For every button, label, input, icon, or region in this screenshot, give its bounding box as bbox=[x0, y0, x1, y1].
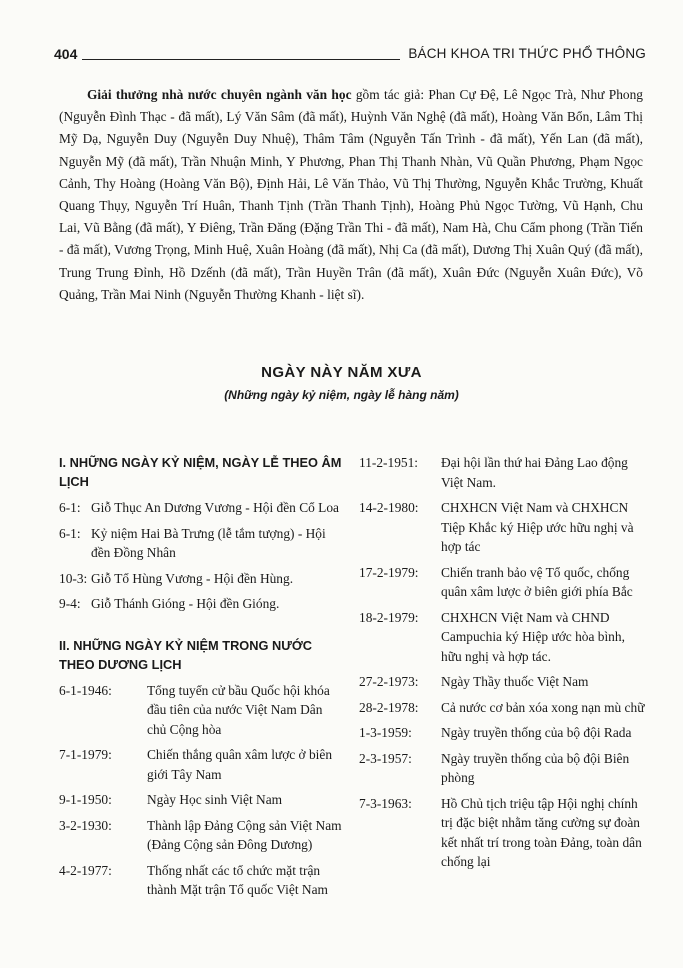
entry-date: 7-3-1963: bbox=[359, 795, 412, 811]
entry-date: 9-4: bbox=[59, 596, 81, 611]
solar-entry bbox=[359, 453, 645, 492]
solar-entry bbox=[59, 790, 345, 810]
right-column bbox=[359, 453, 645, 878]
award-text: gồm tác giả: Phan Cự Đệ, Lê Ngọc Trà, Như Phong (Nguyễn Đình Thạc - đã mất), Lý Văn Sâm (đã mất), Huỳnh Văn Nghệ (đã mất), Hoàng Văn Bổn, Lâm Thị Mỹ Dạ, Nguyễn Duy (Nguyễn Duy Nhuệ), Thâm Tâm (Nguyễn Tấn Trình - đã mất), Yến Lan (đã mất), Nguyễn Mỹ (đã mất), Trần Nhuận Minh, Y Phương, Phan Thị Thanh Nhàn, Vũ Quần Phương, Phạm Ngọc Cảnh, Thy Hoàng (Hoàng Văn Bộ), Định Hải, Lê Văn Thảo, Vũ Thị Thường, Nguyễn Khắc Trường, Khuất Quang Thụy, Nguyễn Trí Huân, Thanh Tịnh (Trần Thanh Tịnh), Hoàng Phủ Ngọc Tường, Vũ Hạnh, Chu Lai, Vũ Bằng (đã mất), Y Điêng, Trần Đăng (Đặng Trần Thi - đã mất), Nam Hà, Chu Cẩm phong (Trần Tiến - đã mất), Vương Trọng, Minh Huệ, Xuân Hoàng (đã mất), Nhị Ca (đã mất), Dương Thị Xuân Quý (đã mất), Trung Trung Đỉnh, Hồ Dzếnh (đã mất), Trần Huyền Trân (đã mất), Xuân Đức (Nguyễn Xuân Đức), Võ Quảng, Trần Mai Ninh (Nguyễn Thường Khanh - liệt sĩ). bbox=[59, 87, 643, 302]
entry-date: 10-3: bbox=[59, 570, 88, 586]
entry-text: Chiến tranh bảo vệ Tổ quốc, chống quân xâm lược ở biên giới phía Bắc bbox=[441, 564, 633, 599]
entry-date: 27-2-1973: bbox=[359, 674, 419, 689]
solar-entry bbox=[59, 681, 345, 740]
entry-text: Ngày truyền thống của bộ đội Biên phòng bbox=[441, 750, 630, 785]
solar-entry bbox=[59, 816, 345, 855]
entry-date: 9-1-1950: bbox=[59, 792, 112, 807]
entry-text: Giỗ Thánh Gióng - Hội đền Gióng. bbox=[91, 596, 280, 611]
heading-lunar: I. NHỮNG NGÀY KỶ NIỆM, NGÀY LỄ THEO ÂM LỊCH bbox=[59, 455, 342, 489]
entry-text: Chiến thắng quân xâm lược ở biên giới Tây Nam bbox=[147, 747, 333, 782]
lunar-entry bbox=[59, 524, 345, 563]
entry-text: Ngày Học sinh Việt Nam bbox=[147, 792, 283, 807]
entry-date: 28-2-1978: bbox=[359, 699, 419, 715]
entry-text: Tổng tuyển cử bầu Quốc hội khóa đầu tiên của nước Việt Nam Dân chủ Cộng hòa bbox=[147, 682, 330, 737]
solar-entry bbox=[359, 563, 645, 602]
entry-date: 6-1: bbox=[59, 525, 81, 541]
section-title: NGÀY NÀY NĂM XƯA bbox=[261, 364, 422, 381]
solar-entry bbox=[359, 498, 645, 557]
entry-text: Thống nhất các tổ chức mặt trận thành Mặt trận Tổ quốc Việt Nam bbox=[147, 862, 328, 897]
page-header bbox=[54, 44, 646, 66]
entry-date: 4-2-1977: bbox=[59, 862, 112, 878]
award-paragraph bbox=[59, 84, 643, 306]
entry-date: 6-1: bbox=[59, 500, 81, 515]
lunar-entry bbox=[59, 594, 345, 614]
entry-text: Kỷ niệm Hai Bà Trưng (lễ tắm tượng) - Hội đền Đồng Nhân bbox=[91, 525, 326, 560]
solar-entry bbox=[359, 749, 645, 788]
entry-date: 17-2-1979: bbox=[359, 564, 419, 580]
entry-text: Hồ Chủ tịch triệu tập Hội nghị chính trị đặc biệt nhằm tăng cường sự đoàn kết nhất trí trong toàn Đảng, toàn dân chống lại bbox=[441, 795, 642, 869]
heading-solar: II. NHỮNG NGÀY KỶ NIỆM TRONG NƯỚC THEO DƯƠNG LỊCH bbox=[59, 637, 313, 672]
section-subtitle: (Những ngày kỷ niệm, ngày lễ hàng năm) bbox=[224, 388, 459, 402]
entry-text: Ngày truyền thống của bộ đội Rada bbox=[441, 725, 632, 740]
entry-text: CHXHCN Việt Nam và CHND Campuchia ký Hiệp ước hòa bình, hữu nghị và hợp tác. bbox=[441, 609, 625, 664]
entry-text: Thành lập Đảng Cộng sản Việt Nam (Đảng Cộng sản Đông Dương) bbox=[147, 817, 342, 852]
award-lead: Giải thưởng nhà nước chuyên ngành văn học bbox=[87, 87, 352, 102]
entry-text: Đại hội lần thứ hai Đảng Lao động Việt Nam. bbox=[441, 455, 628, 490]
entry-text: Ngày Thầy thuốc Việt Nam bbox=[441, 674, 589, 689]
header-rule bbox=[82, 59, 400, 60]
solar-entry bbox=[359, 723, 645, 743]
solar-entry bbox=[59, 861, 345, 900]
entry-date: 2-3-1957: bbox=[359, 750, 412, 766]
entry-date: 18-2-1979: bbox=[359, 609, 419, 625]
solar-entry bbox=[59, 745, 345, 784]
entry-text: Cả nước cơ bản xóa xong nạn mù chữ bbox=[441, 699, 645, 715]
entry-date: 6-1-1946: bbox=[59, 682, 112, 698]
solar-entry bbox=[359, 698, 645, 718]
entry-text: CHXHCN Việt Nam và CHXHCN Tiệp Khắc ký Hiệp ước hữu nghị và hợp tác bbox=[441, 500, 634, 554]
solar-entry bbox=[359, 608, 645, 667]
lunar-entry bbox=[59, 569, 345, 589]
lunar-entry bbox=[59, 498, 345, 518]
entry-date: 11-2-1951: bbox=[359, 455, 419, 470]
entry-date: 7-1-1979: bbox=[59, 747, 112, 762]
solar-entry bbox=[359, 672, 645, 692]
running-title: BÁCH KHOA TRI THỨC PHỔ THÔNG bbox=[408, 46, 646, 61]
entry-date: 1-3-1959: bbox=[359, 725, 412, 740]
entry-text: Giỗ Tổ Hùng Vương - Hội đền Hùng. bbox=[91, 570, 294, 586]
entry-date: 3-2-1930: bbox=[59, 817, 112, 833]
page-number: 404 bbox=[54, 46, 78, 62]
entry-date: 14-2-1980: bbox=[359, 500, 419, 515]
solar-entry bbox=[359, 794, 645, 872]
left-column bbox=[59, 453, 345, 906]
entry-text: Giỗ Thục An Dương Vương - Hội đền Cổ Loa bbox=[91, 500, 339, 515]
